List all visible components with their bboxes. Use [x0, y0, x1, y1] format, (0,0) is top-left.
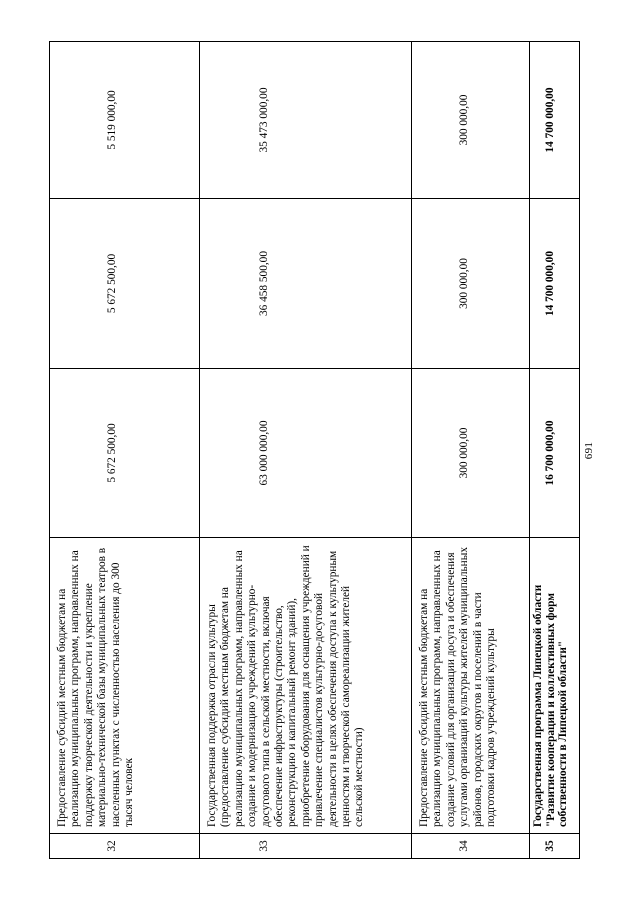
- row-number: 33: [200, 834, 412, 859]
- amount-col-3: 300 000,00: [412, 42, 530, 199]
- table-row: [200, 42, 412, 859]
- row-description: Государственная программа Липецкой области "Развитие кооперации и коллективных форм собственности в Липецкой области": [530, 538, 580, 834]
- amount-col-2: 36 458 500,00: [200, 199, 412, 369]
- row-description: Государственная поддержка отрасли культуры (предоставление субсидий местным бюджетам на реализацию муниципальных программ, направленных на создание и модернизацию учреждений культурно-досугового типа в сельской местности, включая обеспечение инфраструктуры (строительство, реконструкцию и капитальный ремонт зданий), приобретение оборудования для оснащения учреждений и привлечение специалистов культурно-досуговой деятельности в целях обеспечения доступа к культурным ценностям и творческой самореализации жителей сельской местности): [200, 538, 412, 834]
- table-row: [412, 42, 530, 859]
- row-number: 34: [412, 834, 530, 859]
- amount-col-2: 300 000,00: [412, 199, 530, 369]
- page-number: 691: [583, 441, 595, 460]
- amount-col-1: 16 700 000,00: [530, 369, 580, 538]
- amount-col-1: 300 000,00: [412, 369, 530, 538]
- amount-col-2: 5 672 500,00: [50, 199, 200, 369]
- table-row: [530, 42, 580, 859]
- table-row: [50, 42, 200, 859]
- row-number: 35: [530, 834, 580, 859]
- amount-col-2: 14 700 000,00: [530, 199, 580, 369]
- amount-col-1: 63 000 000,00: [200, 369, 412, 538]
- amount-col-1: 5 672 500,00: [50, 369, 200, 538]
- amount-col-3: 5 519 000,00: [50, 42, 200, 199]
- rotated-content: [49, 42, 595, 859]
- amount-col-3: 35 473 000,00: [200, 42, 412, 199]
- row-description: Предоставление субсидий местным бюджетам на реализацию муниципальных программ, направленных на создание условий для организации досуга и обеспечения услугами организаций культуры жителей муниципальных районов, городских округов и поселений в части подготовки кадров учреждений культуры: [412, 538, 530, 834]
- budget-table: [49, 41, 580, 859]
- row-description: Предоставление субсидий местным бюджетам на реализацию муниципальных программ, направленных на поддержку творческой деятельности и укрепление материально-технической базы муниципальных театров в населенных пунктах с численностью населения до 300 тысяч человек: [50, 538, 200, 834]
- row-number: 32: [50, 834, 200, 859]
- amount-col-3: 14 700 000,00: [530, 42, 580, 199]
